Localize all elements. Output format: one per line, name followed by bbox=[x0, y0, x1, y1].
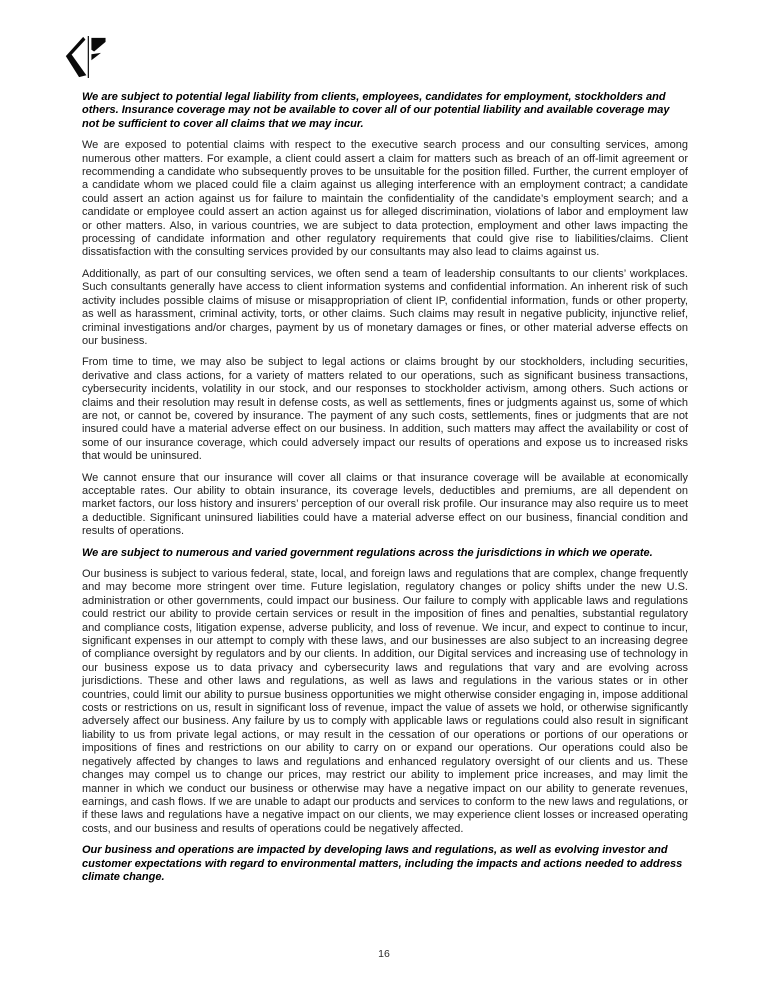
paragraph-claims-exposure: We are exposed to potential claims with respect to the executive search process and our consulting services, among numerous other matters. For example, a client could assert a claim for matters such as breach of an off-limit agreement or recommending a candidate who subsequently proves to be unsuitable for the position filled. Further, the current employer of a candidate whom we placed could file a claim against us alleging interference with an employment contract; a candidate could assert an action against us for failure to maintain the confidentiality of the candidate’s employment search; and a candidate or employee could assert an action against us for alleged discrimination, violations of labor and employment law or other matters. Also, in various countries, we are subject to data protection, employment and other laws impacting the processing of candidate information and other regulatory requirements that could give rise to liabilities/claims. Client dissatisfaction with the consulting services provided by our consultants may also lead to claims against us. bbox=[82, 139, 688, 259]
korn-ferry-monogram-icon bbox=[62, 36, 108, 78]
risk-heading-environmental: Our business and operations are impacted by developing laws and regulations, as well as evolving investor and customer expectations with regard to environmental matters, including the impacts and actions needed to address climate change. bbox=[82, 844, 683, 883]
risk-factors-content bbox=[82, 91, 688, 892]
paragraph-laws-regulations: Our business is subject to various federal, state, local, and foreign laws and regulations that are complex, change frequently and may become more stringent over time. Future legislation, regulatory changes or policy shifts under the new U.S. administration or other governments, could impact our business. Our failure to comply with applicable laws and regulations could restrict our ability to provide certain services or result in the imposition of fines and penalties, substantial regulatory and compliance costs, litigation expense, adverse publicity, and loss of revenue. We incur, and expect to continue to incur, significant expenses in our attempt to comply with these laws, and our businesses are also subject to an increasing degree of compliance oversight by regulators and by our clients. In addition, our Digital services and increasing use of technology in our business expose us to data privacy and cybersecurity laws and regulations that vary and are evolving across jurisdictions. These and other laws and regulations, as well as laws and regulations in the various states or in other countries, could limit our ability to pursue business opportunities we might otherwise consider engaging in, impose additional costs or restrictions on us, result in significant loss of revenue, impact the value of assets we hold, or otherwise significantly adversely affect our business. Any failure by us to comply with applicable laws or regulations could also result in significant liability to us from private legal actions, or may result in the cessation of our operations or portions of our operations or impositions of fines and restrictions on our ability to carry on or expand our operations. Our operations could also be negatively affected by changes to laws and regulations and enhanced regulatory oversight of our clients and us. These changes may compel us to change our prices, may restrict our ability to implement price increases, and may limit the manner in which we conduct our business or otherwise may have a negative impact on our ability to generate revenues, earnings, and cash flows. If we are unable to adapt our products and services to conform to the new laws and regulations, or if these laws and regulations have a negative impact on our clients, we may experience client losses or increased operating costs, and our business and results of operations could be negatively affected. bbox=[82, 568, 688, 835]
paragraph-consulting-services: Additionally, as part of our consulting services, we often send a team of leadership consultants to our clients’ workplaces. Such consultants generally have access to client information systems and confidential information. An inherent risk of such activity includes possible claims of misuse or misappropriation of client IP, confidential information, funds or other property, as well as harassment, criminal activity, torts, or other claims. Such claims may result in negative publicity, injunctive relief, criminal investigations and/or charges, payment by us of monetary damages or fines, or other material adverse effects on our business. bbox=[82, 267, 688, 347]
korn-ferry-logo bbox=[62, 36, 108, 78]
risk-heading-regulations: We are subject to numerous and varied government regulations across the jurisdictions in which we operate. bbox=[82, 546, 653, 559]
paragraph-insurance-coverage: We cannot ensure that our insurance will cover all claims or that insurance coverage will be available at economically acceptable rates. Our ability to obtain insurance, its coverage levels, deductibles and premiums, are all dependent on market factors, our loss history and insurers’ perception of our overall risk profile. Our insurance may also require us to meet a deductible. Significant uninsured liabilities could have a material adverse effect on our business, financial condition and results of operations. bbox=[82, 471, 688, 538]
risk-heading-legal-liability: We are subject to potential legal liability from clients, employees, candidates for employment, stockholders and others. Insurance coverage may not be available to cover all of our potential liability and available coverage may not be sufficient to cover all claims that we may incur. bbox=[82, 91, 670, 130]
page-number: 16 bbox=[378, 948, 390, 960]
paragraph-stockholder-actions: From time to time, we may also be subject to legal actions or claims brought by our stockholders, including securities, derivative and class actions, for a variety of matters related to our operations, such as significant business transactions, cybersecurity incidents, volatility in our stock, and our responses to stockholder activism, among others. Such actions or claims and their resolution may result in defense costs, as well as settlements, fines or judgments against us, some of which are not, or cannot be, covered by insurance. The payment of any such costs, settlements, fines or judgments that are not insured could have a material adverse effect on our business. In addition, such matters may affect the availability or cost of some of our insurance coverage, which could adversely impact our results of operations and expose us to increased risks that would be uninsured. bbox=[82, 356, 688, 463]
